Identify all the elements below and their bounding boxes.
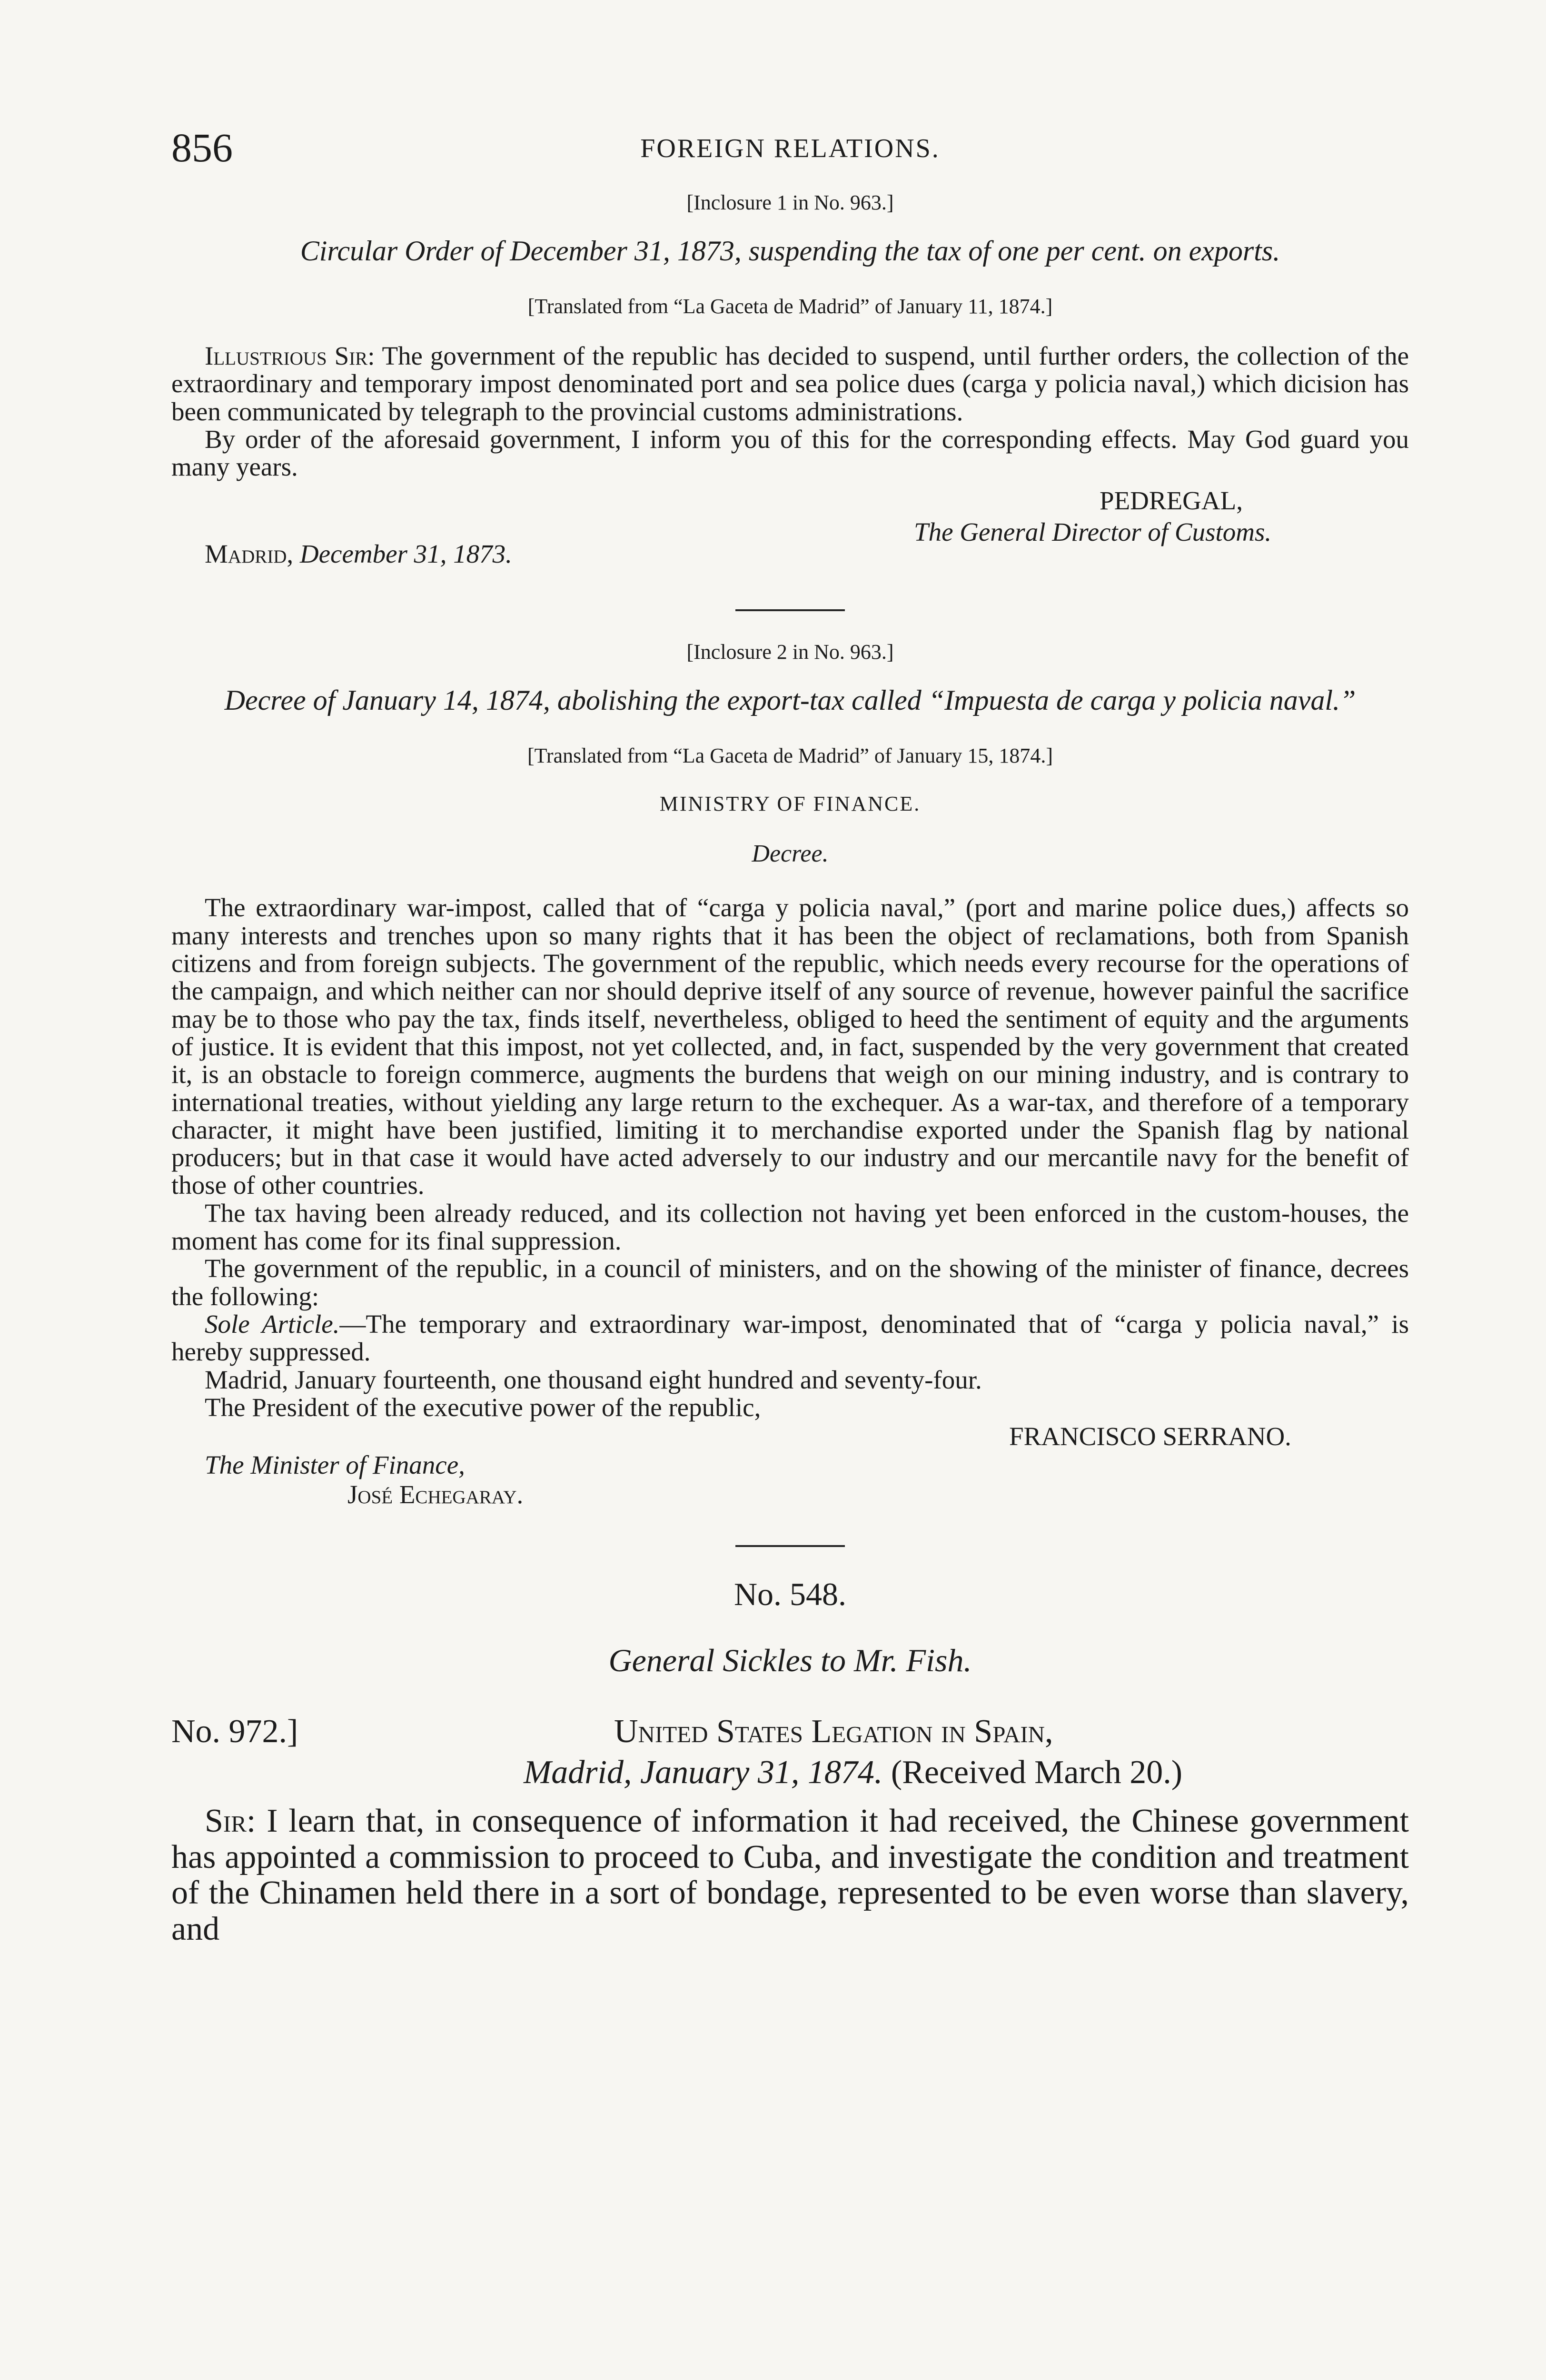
inclosure-1-translation-note: [Translated from “La Gaceta de Madrid” of January 11, 1874.] bbox=[527, 295, 1053, 318]
signer-title: The General Director of Customs. bbox=[914, 517, 1272, 547]
president-line: The President of the executive power of the republic, bbox=[205, 1392, 761, 1422]
inclosure-2-title: Decree of January 14, 1874, abolishing the export-tax called “Impuesta de carga y policia naval.” bbox=[224, 684, 1356, 716]
letter-title: General Sickles to Mr. Fish. bbox=[608, 1642, 972, 1679]
legation-line: United States Legation in Spain, bbox=[614, 1713, 1053, 1750]
dateline: Madrid, December 31, 1873. bbox=[205, 539, 512, 569]
document-page bbox=[171, 119, 1409, 1947]
letter-heading bbox=[171, 1713, 1409, 1803]
inclosure-1-label: [Inclosure 1 in No. 963.] bbox=[686, 191, 894, 214]
inclosure-1-paragraph-1: Illustrious Sir: The government of the republic has decided to suspend, until further orders, the collection of the extraordinary and temporary impost denominated port and sea police dues (carga y policia naval,) which dicision has been communicated by telegraph to the provincial customs administrations. bbox=[171, 341, 1409, 426]
letter-body: Sir: I learn that, in consequence of information it had received, the Chinese government has appointed a commission to proceed to Cuba, and investigate the condition and treatment of the Chinamen held there in a sort of bondage, represented to be even worse than slavery, and bbox=[171, 1803, 1409, 1947]
decree-signatures bbox=[171, 1421, 1409, 1512]
inclosure-1-signature bbox=[171, 486, 1409, 590]
minister-title: The Minister of Finance, bbox=[205, 1450, 465, 1480]
sole-article: Sole Article.—The temporary and extraordinary war-impost, denominated that of “carga y policia naval,” is hereby suppressed. bbox=[171, 1309, 1409, 1367]
salutation: Illustrious Sir: bbox=[205, 341, 375, 370]
section-divider bbox=[735, 609, 845, 611]
section-divider bbox=[735, 1545, 845, 1547]
inclosure-1 bbox=[171, 190, 1409, 590]
president-name: FRANCISCO SERRANO. bbox=[1009, 1422, 1291, 1451]
letter-548 bbox=[171, 1576, 1409, 1947]
document-number: No. 548. bbox=[733, 1576, 847, 1613]
inclosure-1-paragraph-2: By order of the aforesaid government, I inform you of this for the corresponding effects. May God guard you many years. bbox=[171, 424, 1409, 482]
letter-reference: No. 972.] bbox=[171, 1713, 298, 1750]
decree-paragraph-3: The government of the republic, in a council of ministers, and on the showing of the minister of finance, decrees the following: bbox=[171, 1254, 1409, 1311]
running-head: FOREIGN RELATIONS. bbox=[640, 134, 940, 163]
signer-name: PEDREGAL, bbox=[1100, 486, 1243, 516]
decree-heading: Decree. bbox=[752, 840, 829, 868]
ministry-heading: MINISTRY OF FINANCE. bbox=[659, 792, 921, 816]
decree-dateline: Madrid, January fourteenth, one thousand eight hundred and seventy-four. bbox=[205, 1365, 982, 1394]
inclosure-2 bbox=[171, 640, 1409, 1512]
page-number: 856 bbox=[171, 125, 233, 170]
decree-paragraph-2: The tax having been already reduced, and its collection not having yet been enforced in the custom-houses, the moment has come for its final suppression. bbox=[171, 1198, 1409, 1256]
decree-paragraph-1: The extraordinary war-impost, called that of “carga y policia naval,” (port and marine police dues,) affects so many interests and trenches upon so many rights that it has been the object of reclamations, both from Spanish citizens and from foreign subjects. The government of the republic, which needs every recourse for the operations of the campaign, and which neither can nor should deprive itself of any source of revenue, however painful the sacrifice may be to those who pay the tax, finds itself, nevertheless, obliged to heed the sentiment of equity and the arguments of justice. It is evident that this impost, not yet collected, and, in fact, suspended by the very government that created it, is an obstacle to foreign commerce, augments the burdens that weigh on our mining industry, and is contrary to international treaties, without yielding any large return to the exchequer. As a war-tax, and therefore of a temporary character, it might have been justified, limiting it to merchandise exported under the Spanish flag by national producers; but in that case it would have acted adversely to our industry and our mercantile navy for the benefit of those of other countries. bbox=[171, 893, 1409, 1200]
inclosure-1-title: Circular Order of December 31, 1873, suspending the tax of one per cent. on exports. bbox=[300, 235, 1280, 267]
letter-date: Madrid, January 31, 1874. (Received March 20.) bbox=[524, 1754, 1183, 1791]
inclosure-2-label: [Inclosure 2 in No. 963.] bbox=[686, 640, 894, 664]
inclosure-2-translation-note: [Translated from “La Gaceta de Madrid” of January 15, 1874.] bbox=[527, 744, 1053, 768]
minister-name: José Echegaray. bbox=[347, 1480, 524, 1509]
page-header bbox=[171, 119, 1409, 171]
